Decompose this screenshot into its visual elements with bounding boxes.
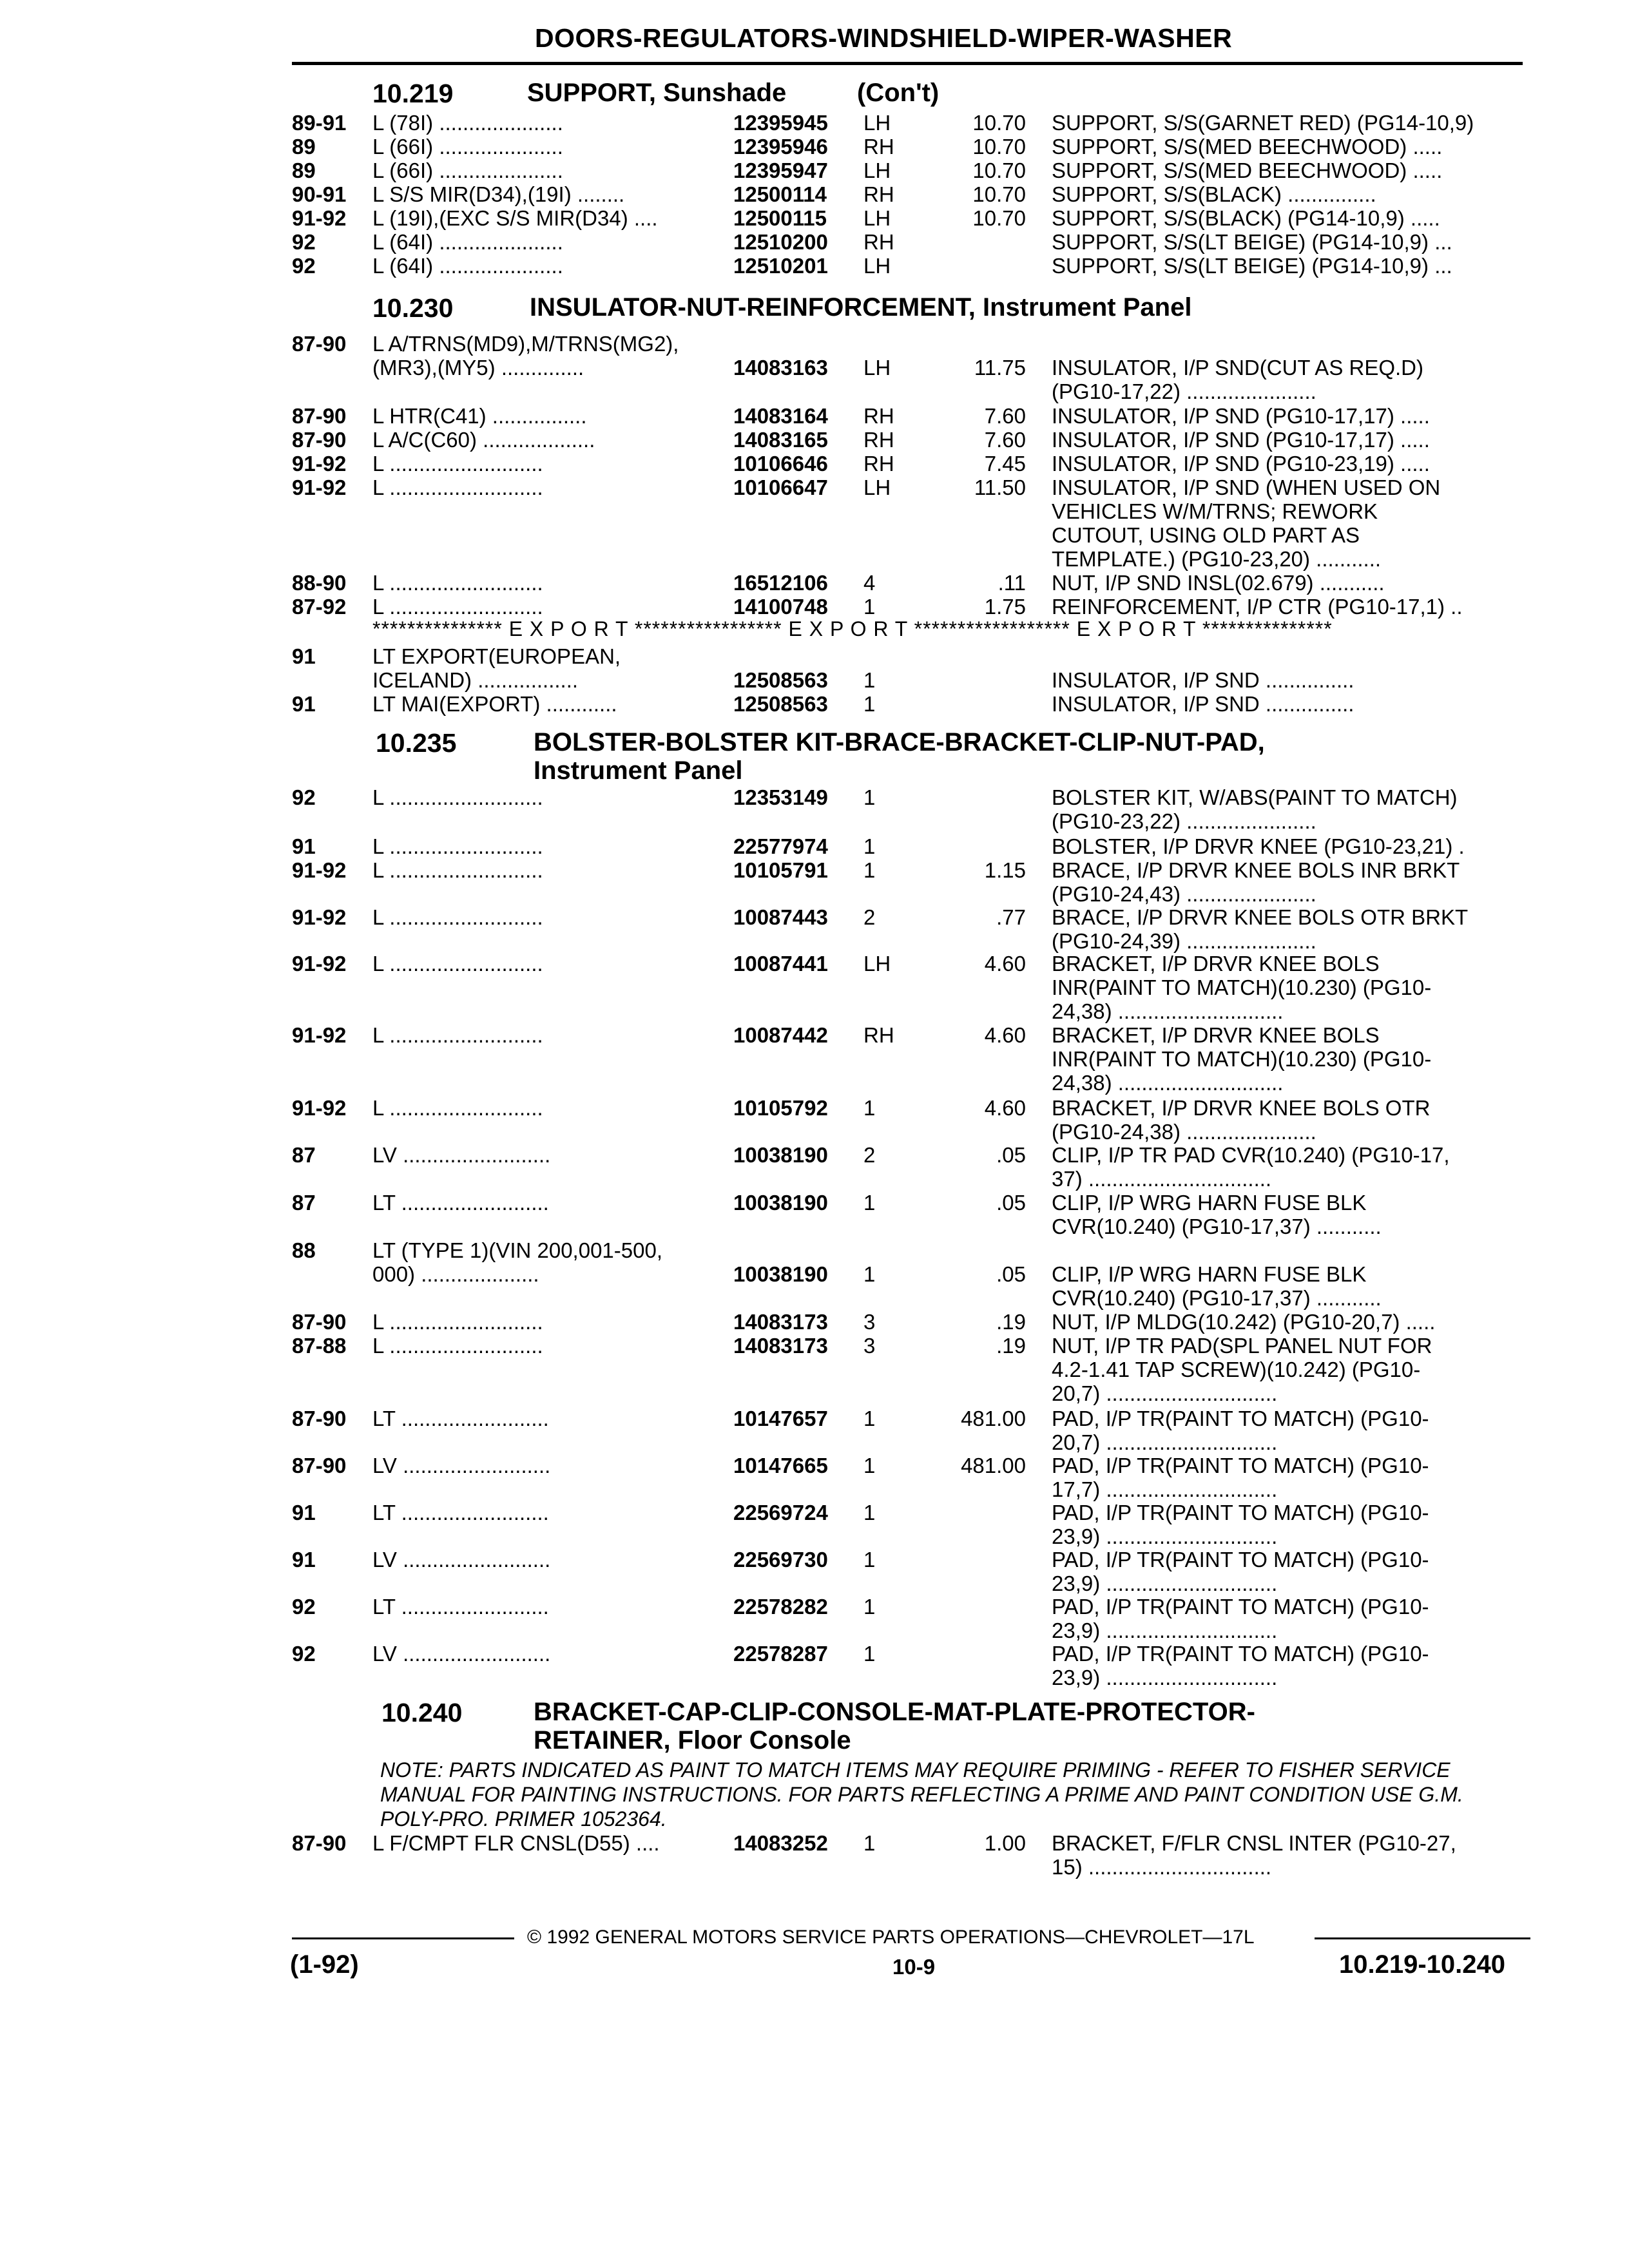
footer-section-range: 10.219-10.240 — [1339, 1950, 1506, 1979]
part-price: 10.70 — [972, 159, 1026, 182]
part-number: 12395947 — [733, 159, 828, 182]
part-number: 14083163 — [733, 356, 828, 380]
part-name: BRACE, I/P DRVR KNEE BOLS OTR BRKT (PG10-24,39) ...................... — [1052, 905, 1469, 953]
part-name: NUT, I/P MLDG(10.242) (PG10-20,7) ..... — [1052, 1310, 1436, 1334]
part-name: SUPPORT, S/S(MED BEECHWOOD) ..... — [1052, 135, 1443, 159]
part-qty: 1 — [863, 1454, 876, 1477]
part-price: 481.00 — [961, 1454, 1026, 1477]
part-application: LT EXPORT(EUROPEAN, ICELAND) ................. — [372, 644, 621, 692]
part-name: REINFORCEMENT, I/P CTR (PG10-17,1) .. — [1052, 595, 1463, 619]
part-number: 10106647 — [733, 476, 828, 499]
part-years: 87-90 — [292, 1407, 347, 1430]
part-years: 87-90 — [292, 1831, 347, 1855]
part-number: 22569730 — [733, 1548, 828, 1571]
part-years: 91 — [292, 644, 316, 668]
part-number: 12395945 — [733, 111, 828, 135]
section-title-10-230: INSULATOR-NUT-REINFORCEMENT, Instrument Panel — [530, 293, 1192, 322]
part-name: SUPPORT, S/S(MED BEECHWOOD) ..... — [1052, 159, 1443, 182]
part-name: SUPPORT, S/S(LT BEIGE) (PG14-10,9) ... — [1052, 254, 1452, 278]
part-number: 14083173 — [733, 1310, 828, 1334]
part-application: L .......................... — [372, 1023, 543, 1047]
part-price: .77 — [996, 905, 1026, 929]
part-application: L (66I) ..................... — [372, 159, 563, 182]
part-price: 4.60 — [984, 1023, 1026, 1047]
part-number: 10038190 — [733, 1191, 828, 1215]
part-application: L (66I) ..................... — [372, 135, 563, 159]
part-qty: LH — [863, 356, 891, 380]
part-years: 87-92 — [292, 595, 347, 619]
part-qty: 1 — [863, 1642, 876, 1666]
part-number: 10147665 — [733, 1454, 828, 1477]
title-rule — [292, 62, 1523, 65]
part-name: CLIP, I/P TR PAD CVR(10.240) (PG10-17, 37) ............................... — [1052, 1143, 1450, 1191]
part-qty: LH — [863, 952, 891, 975]
part-years: 91 — [292, 1501, 316, 1524]
part-application: LT ......................... — [372, 1191, 549, 1215]
export-banner: *************** E X P O R T ***************** E X P O R T ****************** E X P O R T *************** — [372, 617, 1333, 640]
footer-copyright: © 1992 GENERAL MOTORS SERVICE PARTS OPERATIONS—CHEVROLET—17L — [527, 1927, 1255, 1948]
part-application: L (64I) ..................... — [372, 254, 563, 278]
part-years: 87-90 — [292, 428, 347, 452]
part-years: 91-92 — [292, 905, 347, 929]
part-name: PAD, I/P TR(PAINT TO MATCH) (PG10- 17,7) ............................. — [1052, 1454, 1429, 1501]
part-qty: 2 — [863, 1143, 876, 1167]
part-qty: LH — [863, 476, 891, 499]
section-number-10-235: 10.235 — [376, 728, 457, 758]
part-qty: 1 — [863, 1831, 876, 1855]
part-years: 91 — [292, 834, 316, 858]
part-price: 7.60 — [984, 404, 1026, 428]
part-years: 92 — [292, 254, 316, 278]
part-name: INSULATOR, I/P SND(CUT AS REQ.D) (PG10-17,22) ...................... — [1052, 356, 1424, 403]
part-qty: 1 — [863, 692, 876, 716]
part-years: 91 — [292, 692, 316, 716]
part-qty: 1 — [863, 1191, 876, 1215]
part-name: SUPPORT, S/S(BLACK) ............... — [1052, 182, 1376, 206]
part-years: 89 — [292, 135, 316, 159]
part-application: L F/CMPT FLR CNSL(D55) .... — [372, 1831, 660, 1855]
part-number: 10106646 — [733, 452, 828, 476]
part-qty: 1 — [863, 1595, 876, 1619]
part-years: 87-88 — [292, 1334, 347, 1358]
part-years: 87 — [292, 1143, 316, 1167]
part-name: PAD, I/P TR(PAINT TO MATCH) (PG10- 23,9) ............................. — [1052, 1642, 1429, 1689]
part-number: 10087441 — [733, 952, 828, 975]
part-name: PAD, I/P TR(PAINT TO MATCH) (PG10- 23,9) ............................. — [1052, 1501, 1429, 1548]
part-price: 7.60 — [984, 428, 1026, 452]
part-name: CLIP, I/P WRG HARN FUSE BLK CVR(10.240) (PG10-17,37) ........... — [1052, 1191, 1382, 1238]
part-years: 91-92 — [292, 206, 347, 230]
part-application: L .......................... — [372, 1334, 543, 1358]
part-application: L .......................... — [372, 476, 543, 499]
part-name: BRACKET, I/P DRVR KNEE BOLS INR(PAINT TO MATCH)(10.230) (PG10- 24,38) ............................ — [1052, 1023, 1432, 1095]
part-number: 12353149 — [733, 785, 828, 809]
footer-rule-right — [1315, 1937, 1530, 1939]
part-name: INSULATOR, I/P SND (PG10-23,19) ..... — [1052, 452, 1430, 476]
part-years: 87-90 — [292, 1454, 347, 1477]
section-title-10-219: SUPPORT, Sunshade — [527, 79, 787, 107]
part-number: 14083252 — [733, 1831, 828, 1855]
part-name: PAD, I/P TR(PAINT TO MATCH) (PG10- 23,9) ............................. — [1052, 1548, 1429, 1595]
part-name: INSULATOR, I/P SND ............... — [1052, 692, 1354, 716]
part-application: LT MAI(EXPORT) ............ — [372, 692, 617, 716]
part-number: 22569724 — [733, 1501, 828, 1524]
part-years: 89 — [292, 159, 316, 182]
part-application: LT ......................... — [372, 1595, 549, 1619]
part-number: 14083164 — [733, 404, 828, 428]
part-number: 10105791 — [733, 858, 828, 882]
part-years: 92 — [292, 1642, 316, 1666]
part-qty: 1 — [863, 668, 876, 692]
part-number: 14083165 — [733, 428, 828, 452]
part-number: 10087443 — [733, 905, 828, 929]
part-name: BOLSTER, I/P DRVR KNEE (PG10-23,21) . — [1052, 834, 1465, 858]
part-price: .05 — [996, 1191, 1026, 1215]
part-application: L .......................... — [372, 785, 543, 809]
part-years: 87-90 — [292, 404, 347, 428]
part-years: 91-92 — [292, 858, 347, 882]
part-name: INSULATOR, I/P SND (PG10-17,17) ..... — [1052, 404, 1430, 428]
part-application: L .......................... — [372, 834, 543, 858]
part-application: L A/C(C60) ................... — [372, 428, 595, 452]
section-number-10-219: 10.219 — [372, 79, 454, 108]
part-number: 14083173 — [733, 1334, 828, 1358]
part-qty: 1 — [863, 785, 876, 809]
part-qty: 1 — [863, 1501, 876, 1524]
part-name: SUPPORT, S/S(LT BEIGE) (PG14-10,9) ... — [1052, 230, 1452, 254]
part-years: 88 — [292, 1238, 316, 1262]
part-qty: RH — [863, 182, 894, 206]
part-application: LV ......................... — [372, 1548, 551, 1571]
part-price: 7.45 — [984, 452, 1026, 476]
part-name: INSULATOR, I/P SND (PG10-17,17) ..... — [1052, 428, 1430, 452]
part-qty: RH — [863, 452, 894, 476]
page-title: DOORS-REGULATORS-WINDSHIELD-WIPER-WASHER — [535, 23, 1233, 53]
part-name: SUPPORT, S/S(BLACK) (PG14-10,9) ..... — [1052, 206, 1440, 230]
part-price: 481.00 — [961, 1407, 1026, 1430]
footer-page-number: 10-9 — [892, 1955, 936, 1979]
part-number: 10038190 — [733, 1262, 828, 1286]
part-name: INSULATOR, I/P SND ............... — [1052, 668, 1354, 692]
part-name: PAD, I/P TR(PAINT TO MATCH) (PG10- 20,7) ............................. — [1052, 1407, 1429, 1454]
part-application: L HTR(C41) ................ — [372, 404, 587, 428]
part-price: 11.75 — [974, 356, 1026, 380]
part-price: 1.75 — [984, 595, 1026, 619]
part-application: L .......................... — [372, 905, 543, 929]
section-cont-label: (Con't) — [857, 79, 940, 107]
section-number-10-240: 10.240 — [381, 1698, 463, 1727]
part-years: 91-92 — [292, 952, 347, 975]
part-years: 87 — [292, 1191, 316, 1215]
section-number-10-230: 10.230 — [372, 293, 454, 323]
part-name: NUT, I/P TR PAD(SPL PANEL NUT FOR 4.2-1.41 TAP SCREW)(10.242) (PG10- 20,7) ............................. — [1052, 1334, 1432, 1405]
part-application: LT ......................... — [372, 1501, 549, 1524]
part-years: 91-92 — [292, 1023, 347, 1047]
part-years: 91-92 — [292, 476, 347, 499]
part-qty: LH — [863, 206, 891, 230]
part-qty: RH — [863, 404, 894, 428]
part-name: BOLSTER KIT, W/ABS(PAINT TO MATCH) (PG10-23,22) ...................... — [1052, 785, 1458, 833]
part-qty: RH — [863, 428, 894, 452]
part-application: L .......................... — [372, 1310, 543, 1334]
part-application: L .......................... — [372, 595, 543, 619]
part-years: 87-90 — [292, 332, 347, 356]
part-qty: LH — [863, 111, 891, 135]
part-qty: 1 — [863, 858, 876, 882]
part-price: 10.70 — [972, 111, 1026, 135]
part-name: BRACKET, I/P DRVR KNEE BOLS OTR (PG10-24,38) ...................... — [1052, 1096, 1431, 1144]
part-number: 12510201 — [733, 254, 828, 278]
part-name: SUPPORT, S/S(GARNET RED) (PG14-10,9) — [1052, 111, 1474, 135]
part-qty: 1 — [863, 1096, 876, 1120]
part-application: L A/TRNS(MD9),M/TRNS(MG2), (MR3),(MY5) .............. — [372, 332, 679, 380]
part-qty: 1 — [863, 834, 876, 858]
part-application: L .......................... — [372, 858, 543, 882]
part-number: 10087442 — [733, 1023, 828, 1047]
part-application: LV ......................... — [372, 1642, 551, 1666]
part-number: 12500115 — [733, 206, 827, 230]
part-qty: 3 — [863, 1334, 876, 1358]
part-name: BRACKET, F/FLR CNSL INTER (PG10-27, 15) ............................... — [1052, 1831, 1456, 1879]
part-name: INSULATOR, I/P SND (WHEN USED ON VEHICLES W/M/TRNS; REWORK CUTOUT, USING OLD PART AS TEMPLATE.) (PG10-23,20) ........... — [1052, 476, 1441, 571]
part-qty: RH — [863, 1023, 894, 1047]
part-price: 10.70 — [972, 135, 1026, 159]
part-qty: LH — [863, 159, 891, 182]
part-application: LT (TYPE 1)(VIN 200,001-500, 000) .................... — [372, 1238, 662, 1286]
part-qty: LH — [863, 254, 891, 278]
part-years: 92 — [292, 230, 316, 254]
section-title-10-235: BOLSTER-BOLSTER KIT-BRACE-BRACKET-CLIP-NUT-PAD, Instrument Panel — [534, 728, 1265, 785]
part-price: .19 — [996, 1310, 1026, 1334]
part-number: 12508563 — [733, 668, 828, 692]
part-number: 22578282 — [733, 1595, 828, 1619]
part-price: 10.70 — [972, 182, 1026, 206]
part-number: 10105792 — [733, 1096, 828, 1120]
part-name: BRACKET, I/P DRVR KNEE BOLS INR(PAINT TO MATCH)(10.230) (PG10- 24,38) ............................ — [1052, 952, 1432, 1023]
part-number: 14100748 — [733, 595, 828, 619]
part-application: LV ......................... — [372, 1143, 551, 1167]
part-years: 89-91 — [292, 111, 347, 135]
part-price: .19 — [996, 1334, 1026, 1358]
part-number: 16512106 — [733, 571, 828, 595]
part-number: 22577974 — [733, 834, 828, 858]
part-qty: 1 — [863, 1407, 876, 1430]
part-application: L (64I) ..................... — [372, 230, 563, 254]
part-years: 91-92 — [292, 452, 347, 476]
part-application: LV ......................... — [372, 1454, 551, 1477]
part-price: 11.50 — [974, 476, 1026, 499]
section-title-10-240: BRACKET-CAP-CLIP-CONSOLE-MAT-PLATE-PROTECTOR- RETAINER, Floor Console — [534, 1698, 1255, 1754]
part-name: NUT, I/P SND INSL(02.679) ........... — [1052, 571, 1385, 595]
part-years: 91-92 — [292, 1096, 347, 1120]
part-number: 12508563 — [733, 692, 828, 716]
part-name: CLIP, I/P WRG HARN FUSE BLK CVR(10.240) (PG10-17,37) ........... — [1052, 1262, 1382, 1310]
part-application: L (19I),(EXC S/S MIR(D34) .... — [372, 206, 658, 230]
part-years: 91 — [292, 1548, 316, 1571]
part-price: .11 — [998, 571, 1026, 595]
part-qty: 1 — [863, 1262, 876, 1286]
part-price: .05 — [996, 1262, 1026, 1286]
part-number: 22578287 — [733, 1642, 828, 1666]
part-application: LT ......................... — [372, 1407, 549, 1430]
part-application: L .......................... — [372, 1096, 543, 1120]
part-application: L .......................... — [372, 452, 543, 476]
footer-date: (1-92) — [290, 1950, 359, 1979]
part-price: 4.60 — [984, 952, 1026, 975]
part-application: L .......................... — [372, 571, 543, 595]
part-qty: 1 — [863, 1548, 876, 1571]
part-application: L S/S MIR(D34),(19I) ........ — [372, 182, 625, 206]
part-qty: 4 — [863, 571, 876, 595]
part-years: 92 — [292, 785, 316, 809]
part-years: 88-90 — [292, 571, 347, 595]
part-years: 92 — [292, 1595, 316, 1619]
part-price: 1.15 — [984, 858, 1026, 882]
part-qty: 1 — [863, 595, 876, 619]
part-years: 87-90 — [292, 1310, 347, 1334]
part-number: 10038190 — [733, 1143, 828, 1167]
paint-note: NOTE: PARTS INDICATED AS PAINT TO MATCH ITEMS MAY REQUIRE PRIMING - REFER TO FISHER SERVICE MANUAL FOR PAINTING INSTRUCTIONS. FOR PARTS REFLECTING A PRIME AND PAINT CONDITION USE G.M. POLY-PRO. PRIMER 1052364. — [380, 1758, 1463, 1831]
part-price: 10.70 — [972, 206, 1026, 230]
part-number: 12500114 — [733, 182, 827, 206]
part-price: 4.60 — [984, 1096, 1026, 1120]
part-qty: 3 — [863, 1310, 876, 1334]
part-application: L .......................... — [372, 952, 543, 975]
part-name: PAD, I/P TR(PAINT TO MATCH) (PG10- 23,9) ............................. — [1052, 1595, 1429, 1642]
part-number: 10147657 — [733, 1407, 828, 1430]
part-qty: RH — [863, 135, 894, 159]
part-price: 1.00 — [984, 1831, 1026, 1855]
footer-rule-left — [292, 1937, 514, 1939]
part-qty: 2 — [863, 905, 876, 929]
part-number: 12510200 — [733, 230, 828, 254]
part-name: BRACE, I/P DRVR KNEE BOLS INR BRKT (PG10-24,43) ...................... — [1052, 858, 1460, 906]
part-number: 12395946 — [733, 135, 828, 159]
part-price: .05 — [996, 1143, 1026, 1167]
part-years: 90-91 — [292, 182, 347, 206]
part-application: L (78I) ..................... — [372, 111, 563, 135]
part-qty: RH — [863, 230, 894, 254]
